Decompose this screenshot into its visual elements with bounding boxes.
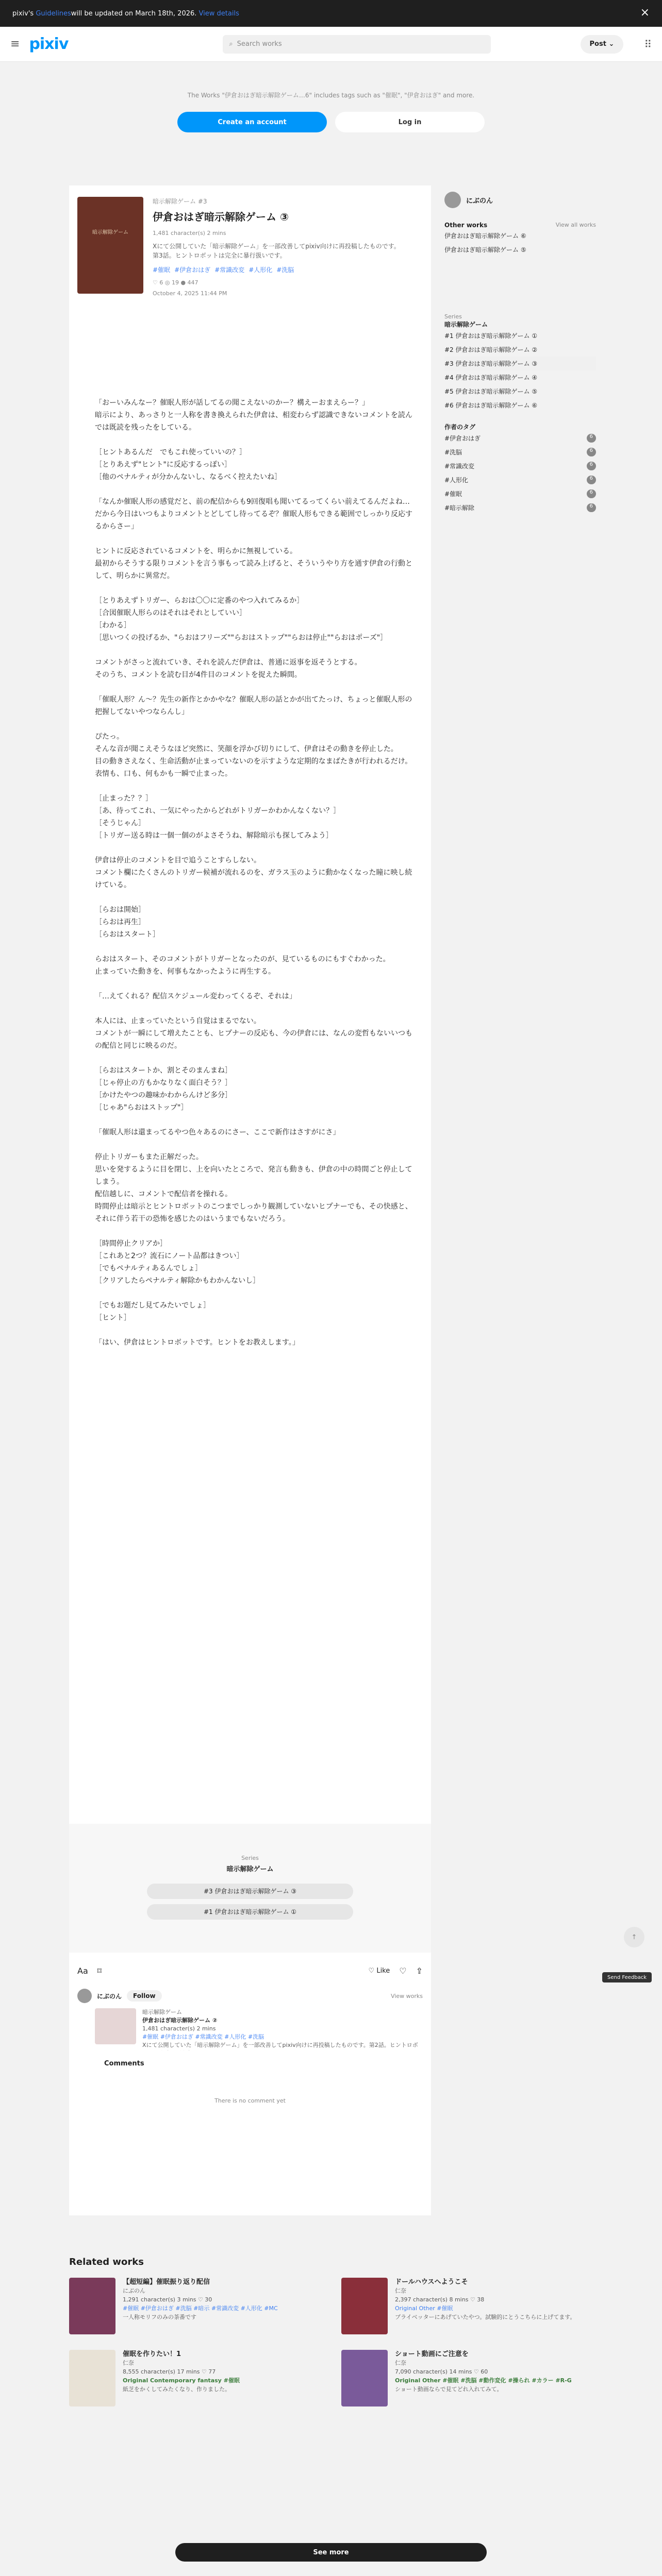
scroll-top-button[interactable]: ↑	[624, 1927, 644, 1947]
close-icon[interactable]: ×	[640, 6, 650, 19]
series-box-name[interactable]: 暗示解除ゲーム	[226, 1866, 274, 1873]
post-label: Post	[589, 40, 606, 48]
related-author[interactable]: 仁奈	[123, 2360, 134, 2366]
send-feedback-button[interactable]: Send Feedback	[602, 1972, 652, 1982]
novel-body: 「おーいみんなー？催眠人形が話してるの聞こえないのかー？構えーおまえらー？」 暗示により、あっさりと一人称を書き換えられた伊倉は、相変わらず認識できないコメントを読んでは既読を残ったをしている。 ［ヒントあるんだ でもこれ使っていいの？］ ［とりあえず"ヒント"に反応するっぽい］ ［他のペナルティが分かんないし、なるべく控えたいね］ 「なんか催眠人形の感覚だと、前の配信からも9回復唱も聞いてるってくらい前えてるんだよね…だから今日はいつもよりコメントとどしてし待ってるぞ？催眠人形もできる範囲でしっかり反応するからさー」 ヒントに反応されているコメントを、明らかに無視している。 最初からそうする限りコメントを言う事もって読み上げると、そういうやり方を通す伊倉の行動として、明らかに異常だ。 ［とりあえずトリガー、らおは〇〇に定番のやつ入れてみるか］ ［合図催眠人形らのはそれはそれとしていい］ ［わかる］ ［思いつくの投げるか、"らおはフリーズ""らおはストップ""らおは停止""らおはポーズ"］ コメントがさっと流れていき、それを読んだ伊倉は、普通に返事を返そうとする。 そのうち、コメントを読む目が4件目のコメントを捉えた瞬間。 「催眠人形？ん～？先生の新作とかかやな？催眠人形の話とかが出てたっけ、ちょっと催眠人形の把握してないやつならんし」 ぴたっ。 そんな音が聞こえそうなほど突然に、笑顔を浮かび切りにして、伊倉はその動きを停止した。 目の動きさえなく、生命活動が止まっていないのを示すような定期的なまばたきが行われるだけ。 表情も、口も、何もかも一瞬で止まった。 ［止まった？？］ ［あ、待ってこれ、一気にやったからどれがトリガーかわかんなくない？］ ［そうじゃん］ ［トリガー送る時は一個一個のがよさそうね、解除暗示も探してみよう］ 伊倉は停止のコメントを目で追うことすらしない。 コメント欄にたくさんのトリガー候補が流れるのを、ガラス玉のように動かなくなった瞳に映し続けている。 ［らおは開始］ ［らおは再生］ ［らおはスタート］ らおはスタート、そのコメントがトリガーとなったのが、見ているものにもすぐわかった。 止まっていた動きを、何事もなかったように再生する。 「…えてくれる？配信スケジュール変わってくるぞ、それは」 本人には、止まっていたという自覚はまるでない。 コメントが一瞬にして増えたことも、ヒプナーの反応も、今の伊倉には、なんの変哲もないいつもの配信と同じに映るのだ。 ［らおはスタートか、割とそのまんまね］ ［じゃ停止の方もかなりなく面白そう？］ ［かけたやつの趣味かわからんけど多分］ ［じゃあ"らおはストップ"］ 「催眠人形は還まってるやつ色々あるのにさー、ここで新作はさすがにさ」 停止トリガーもまた正解だった。 思いを発するように目を閉じ、上を向いたところで、発言も動きも、伊倉の中の時間ごと停止してしまう。 配信越しに、コメントで配信者を操れる。 時間停止は暗示とヒントロボットのこつまでしっかり観測していないヒプナーでも、その快感と、それに伴う若干の恐怖を感じたのはいうまでもないだろう。 ［時間停止クリアか］ ［これあと2つ？流石にノート品都はきつい］ ［でもペナルティあるんでしょ］ ［クリアしたらペナルティ解除かもわかんないし］ ［でもお題だし見てみたいでしょ］ ［ヒント］ 「はい、伊倉はヒントロボットです。ヒントをお教えします。」	[95, 399, 412, 1347]
related-author[interactable]: 仁奈	[395, 2360, 406, 2366]
series-link[interactable]: 暗示解除ゲーム #3	[153, 198, 207, 205]
tag-label: #洗脳	[444, 449, 462, 456]
next-episode-button[interactable]: #3 伊倉おはぎ暗示解除ゲーム ③	[147, 1884, 353, 1899]
related-work[interactable]	[341, 2278, 593, 2334]
tag[interactable]: #伊倉おはぎ	[174, 266, 211, 274]
series-item[interactable]: #2 伊倉おはぎ暗示解除ゲーム ②	[444, 346, 538, 353]
series-item[interactable]: #5 伊倉おはぎ暗示解除ゲーム ⑤	[444, 388, 538, 395]
tag-label: #伊倉おはぎ	[444, 435, 481, 442]
author-name[interactable]: にぶのん	[97, 1992, 122, 2000]
card-caption: Xにて公開していた「暗示解除ゲーム」を一部改善してpixiv向けに再投稿したものです。第2話。ヒントロボ	[142, 2042, 418, 2048]
other-work-item[interactable]: 伊倉おはぎ暗示解除ゲーム ⑥	[444, 232, 526, 240]
related-work[interactable]	[69, 2278, 321, 2334]
related-caption: プライベッターにあげていたやつ。試験的にとうこちらに上げてます。	[395, 2314, 576, 2320]
tag-count: 6	[587, 462, 596, 470]
comments-section	[69, 2050, 431, 2154]
like-label: Like	[376, 1967, 390, 1975]
sidebar	[444, 192, 596, 515]
related-caption: ショート動画ならで見てどれ入れてみて。	[395, 2386, 503, 2393]
card-tags[interactable]: #催眠 #伊倉おはぎ #常識改変 #人形化 #洗脳	[142, 2033, 264, 2040]
author-tag[interactable]	[444, 431, 596, 445]
heart-icon[interactable]: ♡	[399, 1965, 407, 1976]
tag-list	[153, 265, 421, 274]
related-title: Related works	[69, 2257, 144, 2267]
related-thumbnail[interactable]	[341, 2278, 388, 2334]
series-item-current[interactable]: #3 伊倉おはぎ暗示解除ゲーム ③	[444, 357, 596, 370]
title-text: 伊倉おはぎ暗示解除ゲーム	[153, 211, 276, 223]
series-item[interactable]: #1 伊倉おはぎ暗示解除ゲーム ①	[444, 332, 538, 340]
related-tags[interactable]: #催眠 #伊倉おはぎ #洗脳 #暗示 #常識改変 #人形化 #MC	[123, 2305, 278, 2312]
title-number: ③	[279, 211, 289, 223]
card-title[interactable]: 伊倉おはぎ暗示解除ゲーム ②	[142, 2017, 218, 2024]
related-work-title[interactable]: ショート動画にご注意を	[395, 2350, 469, 2358]
tag-count: 6	[587, 434, 596, 443]
author-tag[interactable]	[444, 487, 596, 501]
login-button[interactable]: Log in	[335, 112, 485, 132]
signin-banner	[0, 62, 662, 175]
view-details-link[interactable]: View details	[198, 9, 239, 18]
see-more-button[interactable]: See more	[175, 2543, 487, 2562]
card-meta: 1,481 character(s) 2 mins	[142, 2025, 216, 2032]
avatar[interactable]	[77, 1989, 92, 2003]
series-navigation	[69, 1824, 431, 1953]
work-stats: ♡ 6 ◎ 19 ● 447	[153, 279, 198, 286]
related-work[interactable]	[69, 2350, 321, 2406]
search-icon: ⌕	[229, 40, 233, 48]
author-tag[interactable]	[444, 473, 596, 487]
action-bar	[69, 1958, 431, 1984]
related-thumbnail[interactable]	[69, 2278, 115, 2334]
related-caption: 紙芝をかくしてみたくなり、作りました。	[123, 2386, 230, 2393]
tag-label: #常識改変	[444, 463, 475, 470]
announcement-bar	[0, 0, 662, 27]
notice-text: will be updated on March 18th, 2026.	[71, 9, 197, 18]
no-comments: There is no comment yet	[214, 2097, 286, 2104]
related-thumbnail[interactable]	[69, 2350, 115, 2406]
related-meta: 7,090 character(s) 14 mins ♡ 60	[395, 2368, 488, 2375]
related-work[interactable]	[341, 2350, 593, 2406]
create-account-button[interactable]: Create an account	[177, 112, 327, 132]
related-author[interactable]: 仁奈	[395, 2287, 406, 2294]
related-meta: 2,397 character(s) 8 mins ♡ 38	[395, 2296, 485, 2303]
prev-episode-button[interactable]: #1 伊倉おはぎ暗示解除ゲーム ①	[147, 1904, 353, 1920]
tag-label: #暗示解除	[444, 504, 475, 512]
other-work-item[interactable]: 伊倉おはぎ暗示解除ゲーム ⑤	[444, 246, 526, 253]
menu-icon[interactable]: ≡	[10, 38, 20, 50]
apps-grid-icon[interactable]: ⠿	[644, 38, 652, 50]
novel-cover[interactable]: 暗示解除ゲーム	[77, 197, 143, 294]
series-item[interactable]: #4 伊倉おはぎ暗示解除ゲーム ④	[444, 374, 538, 381]
series-name[interactable]: 暗示解除ゲーム	[444, 321, 488, 328]
tag-label: #人形化	[444, 477, 469, 484]
work-thumbnail[interactable]	[95, 2008, 136, 2044]
font-settings-icon[interactable]: Aa	[77, 1965, 88, 1976]
related-tags[interactable]: Original Other #催眠 #洗脳 #動作変化 #操られ #カラー #R-G	[395, 2377, 572, 2384]
signin-lead: The Works "伊倉おはぎ暗示解除ゲーム…6" includes tags such as "催眠", "伊倉おはぎ" and more.	[187, 92, 475, 99]
follow-button[interactable]: Follow	[127, 1990, 162, 2002]
related-tags[interactable]: Original Contemporary fantasy #催眠	[123, 2377, 240, 2384]
post-button[interactable]: Post ⌄	[581, 35, 624, 54]
related-author[interactable]: にぶのん	[123, 2287, 145, 2294]
related-work-title[interactable]: ドールハウスへようこそ	[395, 2278, 468, 2286]
tag-count: 6	[587, 448, 596, 456]
series-item[interactable]: #6 伊倉おはぎ暗示解除ゲーム ⑥	[444, 402, 538, 409]
tag-count: 6	[587, 489, 596, 498]
related-tags[interactable]: Original Other #催眠	[395, 2305, 453, 2312]
search-placeholder: Search works	[237, 40, 282, 48]
other-works-label: Other works	[444, 222, 488, 229]
author-tags-label: 作者のタグ	[444, 423, 476, 431]
card-series[interactable]: 暗示解除ゲーム	[142, 2009, 182, 2015]
search-input[interactable]	[223, 35, 491, 54]
related-works	[69, 2257, 593, 2406]
work-meta: 1,481 character(s) 2 mins	[153, 230, 226, 236]
tag[interactable]: #洗脳	[276, 266, 294, 274]
header	[0, 27, 662, 62]
tag-label: #催眠	[444, 490, 462, 498]
share-icon[interactable]: ⇪	[416, 1965, 423, 1976]
tag[interactable]: #催眠	[153, 266, 171, 274]
tag[interactable]: #人形化	[249, 266, 273, 274]
related-caption: 一人称モリフのみの茶番です	[123, 2314, 196, 2320]
work-info	[153, 197, 421, 297]
tag[interactable]: #常識改変	[214, 266, 245, 274]
avatar[interactable]	[444, 192, 461, 208]
series-label: Series	[444, 313, 462, 320]
bookmark-icon[interactable]: ⌑	[97, 1965, 102, 1976]
series-box-label: Series	[241, 1855, 259, 1861]
author-name[interactable]: にぶのん	[466, 197, 493, 205]
tag-count: 6	[587, 476, 596, 484]
comments-title: Comments	[104, 2060, 144, 2067]
related-meta: 1,291 character(s) 3 mins ♡ 30	[123, 2296, 212, 2303]
related-thumbnail[interactable]	[341, 2350, 388, 2406]
author-tag[interactable]	[444, 501, 596, 515]
tag-count: 6	[587, 503, 596, 512]
view-all-works-link[interactable]: View all works	[555, 222, 596, 228]
post-date: October 4, 2025 11:44 PM	[153, 290, 227, 297]
work-caption: Xにて公開していた「暗示解除ゲーム」を一部改善してpixiv向けに再投稿したものです。 第3話。ヒントロボットは完全に暴行扱いです。	[153, 243, 400, 259]
author-card	[69, 1984, 431, 2048]
view-works-link[interactable]: View works	[391, 1992, 423, 1999]
work-title	[153, 209, 421, 224]
related-work-title[interactable]: 【超短編】催眠振り返り配信	[123, 2278, 210, 2286]
author-tag[interactable]	[444, 445, 596, 459]
author-tag[interactable]	[444, 459, 596, 473]
related-meta: 8,555 character(s) 17 mins ♡ 77	[123, 2368, 216, 2375]
pixiv-logo[interactable]: pixiv	[29, 35, 69, 53]
like-button[interactable]: ♡ Like	[368, 1967, 390, 1975]
notice-lead: pixiv's	[12, 9, 34, 18]
related-work-title[interactable]: 催眠を作りたい！1	[123, 2350, 181, 2358]
guidelines-link[interactable]: Guidelines	[36, 9, 71, 18]
